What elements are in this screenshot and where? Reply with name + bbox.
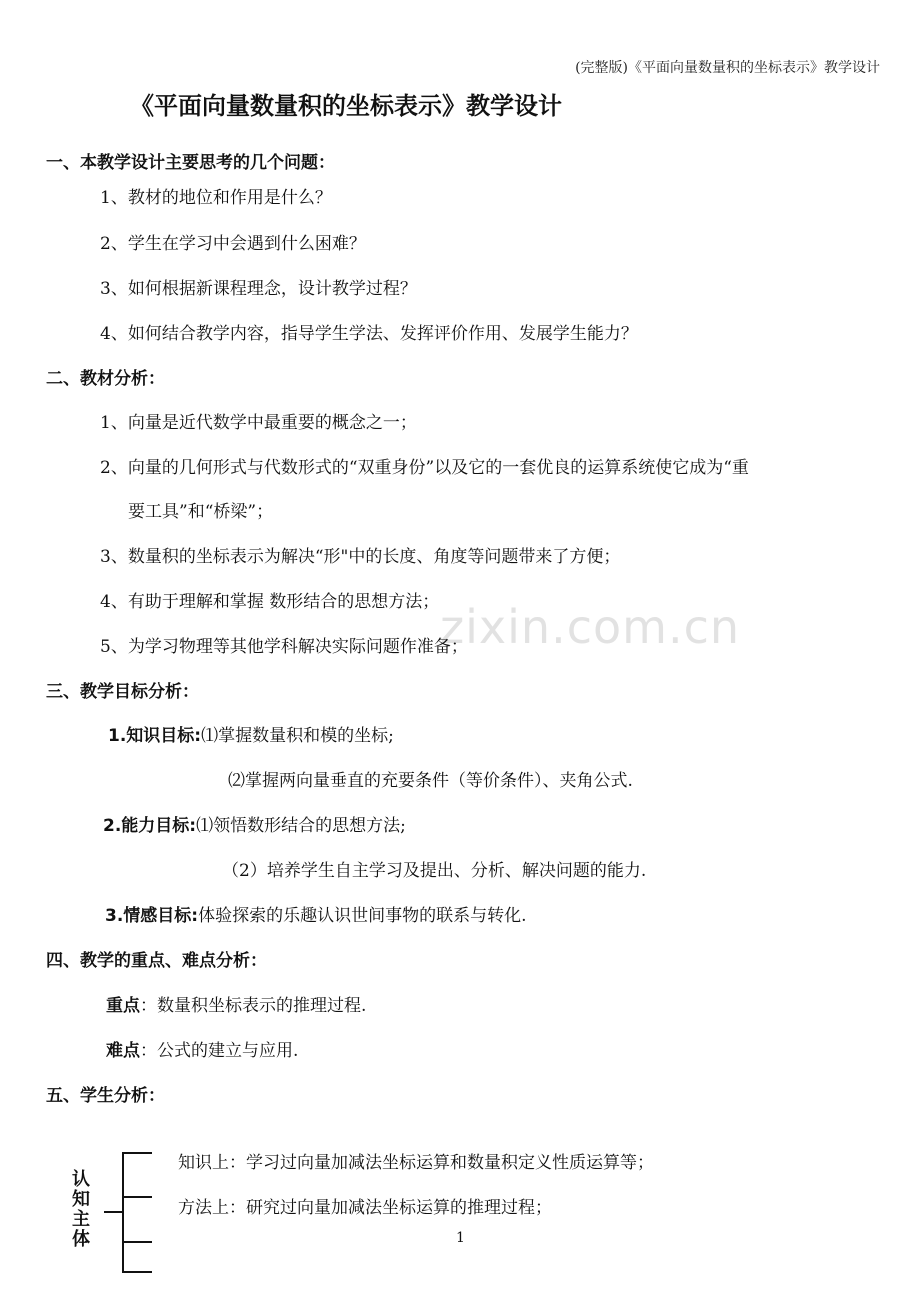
- key-label: 重点: [106, 996, 140, 1016]
- bracket-branch: [122, 1271, 152, 1273]
- section-5-heading: 五、学生分析：: [46, 1086, 165, 1106]
- section-2-heading: 二、教材分析：: [46, 369, 165, 389]
- section-1-heading: 一、本教学设计主要思考的几个问题：: [46, 153, 335, 173]
- student-method: 方法上：研究过向量加减法坐标运算的推理过程；: [178, 1198, 552, 1218]
- page-number: 1: [456, 1230, 465, 1246]
- goal-text: ⑴掌握数量积和模的坐标;: [201, 726, 394, 746]
- bracket-branch: [122, 1152, 152, 1154]
- goal-ability: [103, 811, 406, 836]
- difficult-text: ：公式的建立与应用.: [140, 1041, 299, 1061]
- list-item: 2、学生在学习中会遇到什么困难？: [100, 234, 366, 254]
- bracket-branch: [122, 1241, 152, 1243]
- watermark: zixin.com.cn: [440, 600, 741, 654]
- bracket-stem: [104, 1211, 124, 1213]
- goal-label: 3.情感目标:: [105, 906, 199, 926]
- list-item-continuation: 要工具”和“桥梁”；: [128, 502, 274, 522]
- goal-emotion: [105, 901, 527, 926]
- bracket-branch: [122, 1196, 152, 1198]
- section-3-heading: 三、教学目标分析：: [46, 682, 199, 702]
- key-point: [106, 991, 366, 1016]
- list-item: 4、如何结合教学内容，指导学生学法、发挥评价作用、发展学生能力？: [100, 324, 638, 344]
- list-item: 3、数量积的坐标表示为解决“形"中的长度、角度等问题带来了方便；: [100, 547, 621, 567]
- key-text: ：数量积坐标表示的推理过程.: [140, 996, 367, 1016]
- goal-text: ⑴领悟数形结合的思想方法;: [196, 816, 406, 836]
- list-item: 1、向量是近代数学中最重要的概念之一；: [100, 413, 417, 433]
- goal-label: 2.能力目标:: [103, 816, 197, 836]
- goal-label: 1.知识目标:: [108, 726, 202, 746]
- document-title: 《平面向量数量积的坐标表示》教学设计: [130, 92, 562, 120]
- running-header: (完整版)《平面向量数量积的坐标表示》教学设计: [575, 60, 880, 76]
- list-item: 1、教材的地位和作用是什么？: [100, 188, 332, 208]
- goal-text: （2）培养学生自主学习及提出、分析、解决问题的能力.: [222, 861, 647, 881]
- goal-text: 体验探索的乐趣认识世间事物的联系与转化.: [198, 906, 527, 926]
- goal-knowledge: [108, 721, 394, 746]
- cognitive-subject-label: 认 知 主 体: [72, 1169, 90, 1250]
- list-item: 4、有助于理解和掌握 数形结合的思想方法；: [100, 592, 440, 612]
- goal-text: ⑵掌握两向量垂直的充要条件（等价条件）、夹角公式.: [228, 771, 633, 791]
- list-item: 3、如何根据新课程理念，设计教学过程？: [100, 279, 417, 299]
- section-4-heading: 四、教学的重点、难点分析：: [46, 951, 267, 971]
- difficult-point: [106, 1036, 298, 1061]
- difficult-label: 难点: [106, 1041, 140, 1061]
- list-item: 5、为学习物理等其他学科解决实际问题作准备；: [100, 637, 468, 657]
- student-knowledge: 知识上：学习过向量加减法坐标运算和数量积定义性质运算等；: [178, 1153, 654, 1173]
- list-item: 2、向量的几何形式与代数形式的“双重身份”以及它的一套优良的运算系统使它成为“重: [100, 458, 749, 478]
